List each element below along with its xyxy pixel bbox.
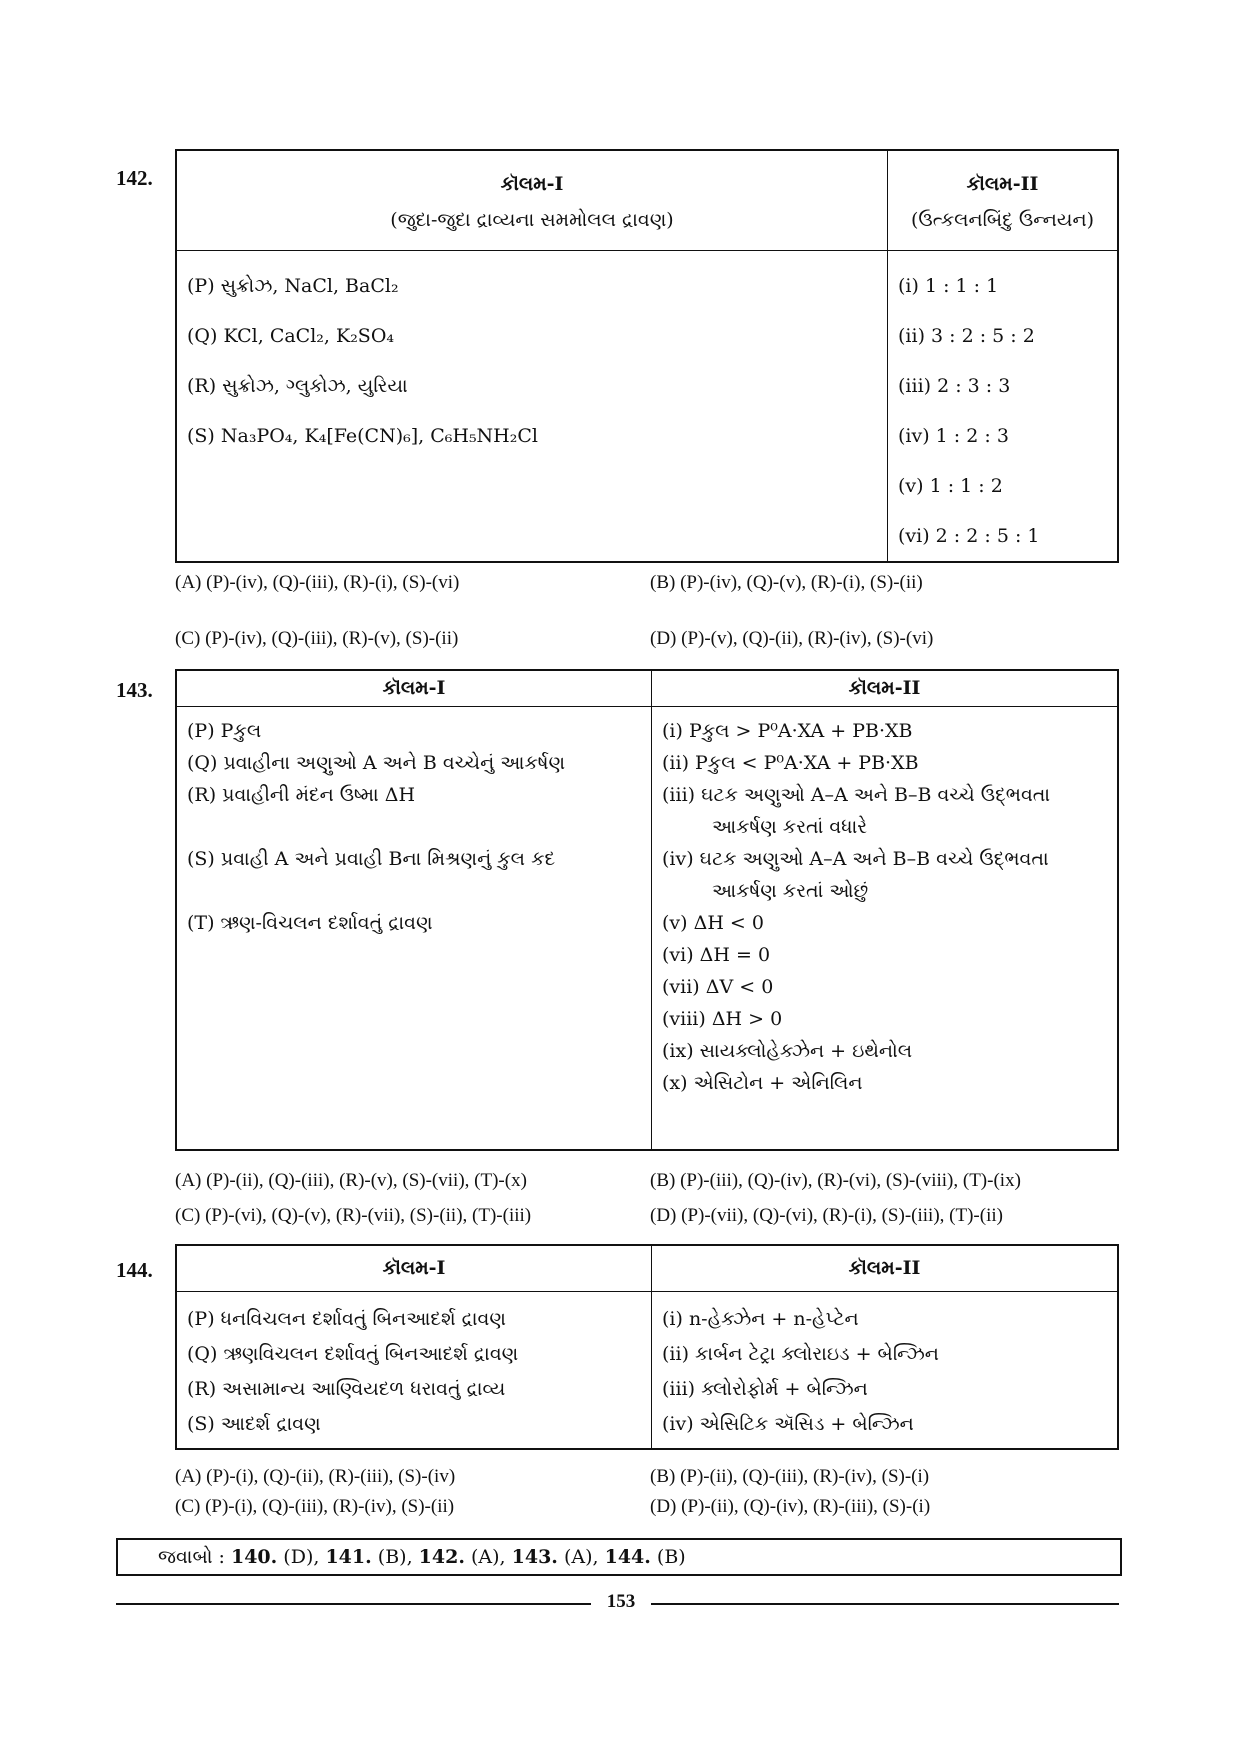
list-item-continued: આકર્ષણ કરતાં વધારે — [712, 815, 868, 838]
column-2-header — [652, 1245, 1119, 1291]
list-item: (vii) ΔV < 0 — [662, 975, 774, 998]
list-item: (T) ઋણ-વિચલન દર્શાવતું દ્રાવણ — [187, 911, 433, 934]
list-item: (i) Pકુલ > P⁰A·XA + PB·XB — [662, 719, 913, 742]
column-2-title: કૉલમ-II — [848, 1257, 921, 1280]
list-item: (i) 1 : 1 : 1 — [898, 274, 999, 297]
option-b: (B) (P)-(iv), (Q)-(v), (R)-(i), (S)-(ii) — [650, 572, 923, 593]
column-2-items — [652, 706, 1119, 1150]
column-1-items — [176, 706, 652, 1150]
column-1-header — [176, 1245, 652, 1291]
option-c: (C) (P)-(vi), (Q)-(v), (R)-(vii), (S)-(ii), (T)-(iii) — [175, 1205, 532, 1226]
list-item: (Q) પ્રવાહીના અણુઓ A અને B વચ્ચેનું આકર્ષણ — [187, 751, 566, 774]
match-table-144 — [175, 1244, 1119, 1450]
list-item: (P) સુક્રોઝ, NaCl, BaCl₂ — [187, 274, 399, 297]
list-item: (iv) ઘટક અણુઓ A–A અને B–B વચ્ચે ઉદ્ભવતા — [662, 847, 1049, 870]
list-item: (P) ધનવિચલન દર્શાવતું બિનઆદર્શ દ્રાવણ — [187, 1307, 506, 1330]
column-2-subtitle: (ઉત્કલનબિંદુ ઉન્નયન) — [910, 209, 1095, 232]
answer-number: 143. — [511, 1546, 558, 1568]
answer-key-label: જવાબો : — [158, 1546, 225, 1568]
list-item: (S) આદર્શ દ્રાવણ — [187, 1412, 321, 1435]
list-item: (S) Na₃PO₄, K₄[Fe(CN)₆], C₆H₅NH₂Cl — [187, 424, 538, 447]
match-table-143 — [175, 669, 1119, 1151]
option-d: (D) (P)-(v), (Q)-(ii), (R)-(iv), (S)-(vi) — [650, 628, 934, 649]
list-item: (S) પ્રવાહી A અને પ્રવાહી Bના મિશ્રણનું કુલ કદ — [187, 847, 556, 870]
answer-key-box — [116, 1538, 1122, 1576]
column-2-title: કૉલમ-II — [848, 677, 921, 700]
answer-value: (B) — [656, 1546, 686, 1568]
option-c: (C) (P)-(iv), (Q)-(iii), (R)-(v), (S)-(ii) — [175, 628, 459, 649]
list-item: (iii) 2 : 3 : 3 — [898, 374, 1011, 397]
question-number-142: 142. — [116, 166, 153, 190]
list-item: (iii) ઘટક અણુઓ A–A અને B–B વચ્ચે ઉદ્ભવતા — [662, 783, 1051, 806]
footer-rule-left — [116, 1603, 591, 1605]
list-item-continued: આકર્ષણ કરતાં ઓછું — [712, 879, 869, 902]
list-item: (v) ΔH < 0 — [662, 911, 764, 934]
column-2-items — [888, 250, 1119, 562]
answer-number: 142. — [418, 1546, 465, 1568]
column-2-header — [652, 670, 1119, 706]
footer-rule-right — [651, 1603, 1119, 1605]
list-item: (v) 1 : 1 : 2 — [898, 474, 1003, 497]
column-1-header — [176, 150, 888, 250]
match-table-142 — [175, 149, 1119, 563]
option-a: (A) (P)-(ii), (Q)-(iii), (R)-(v), (S)-(vii), (T)-(x) — [175, 1170, 527, 1191]
answer-value: (A), — [470, 1546, 506, 1568]
page-number: 153 — [606, 1591, 636, 1612]
answer-value: (D), — [283, 1546, 320, 1568]
list-item: (ix) સાયક્લોહેક્ઝેન + ઇથેનોલ — [662, 1039, 913, 1062]
option-d: (D) (P)-(vii), (Q)-(vi), (R)-(i), (S)-(iii), (T)-(ii) — [650, 1205, 1003, 1226]
answer-number: 140. — [230, 1546, 278, 1568]
option-b: (B) (P)-(iii), (Q)-(iv), (R)-(vi), (S)-(viii), (T)-(ix) — [650, 1170, 1021, 1191]
column-1-subtitle: (જુદા-જુદા દ્રાવ્યના સમમોલલ દ્રાવણ) — [390, 209, 674, 232]
list-item: (iv) એસિટિક ઍસિડ + બેન્ઝિન — [662, 1412, 914, 1435]
list-item: (ii) Pકુલ < P⁰A·XA + PB·XB — [662, 751, 919, 774]
list-item: (R) સુક્રોઝ, ગ્લુકોઝ, યુરિયા — [187, 374, 408, 397]
list-item: (ii) 3 : 2 : 5 : 2 — [898, 324, 1035, 347]
list-item: (Q) ઋણવિચલન દર્શાવતું બિનઆદર્શ દ્રાવણ — [187, 1342, 519, 1365]
option-a: (A) (P)-(i), (Q)-(ii), (R)-(iii), (S)-(iv) — [175, 1466, 456, 1487]
answer-value: (A), — [563, 1546, 599, 1568]
answer-number: 141. — [325, 1546, 372, 1568]
column-2-header — [888, 150, 1119, 250]
list-item: (R) પ્રવાહીની મંદન ઉષ્મા ΔH — [187, 783, 416, 806]
column-1-title: કૉલમ-I — [500, 173, 564, 196]
column-1-title: કૉલમ-I — [382, 677, 446, 700]
list-item: (iii) ક્લોરોફોર્મ + બેન્ઝિન — [662, 1377, 868, 1400]
list-item: (vi) 2 : 2 : 5 : 1 — [898, 524, 1040, 547]
question-number-143: 143. — [116, 678, 153, 702]
answer-value: (B), — [377, 1546, 413, 1568]
option-d: (D) (P)-(ii), (Q)-(iv), (R)-(iii), (S)-(i) — [650, 1496, 931, 1517]
list-item: (R) અસામાન્ય આણ્વિયદળ ધરાવતું દ્રાવ્ય — [187, 1377, 506, 1400]
option-a: (A) (P)-(iv), (Q)-(iii), (R)-(i), (S)-(vi) — [175, 572, 460, 593]
option-c: (C) (P)-(i), (Q)-(iii), (R)-(iv), (S)-(ii) — [175, 1496, 455, 1517]
list-item: (Q) KCl, CaCl₂, K₂SO₄ — [187, 324, 395, 347]
list-item: (x) એસિટોન + એનિલિન — [662, 1071, 863, 1094]
answer-number: 144. — [604, 1546, 651, 1568]
column-1-items — [176, 1291, 652, 1449]
list-item: (vi) ΔH = 0 — [662, 943, 771, 966]
column-1-header — [176, 670, 652, 706]
column-1-title: કૉલમ-I — [382, 1257, 446, 1280]
option-b: (B) (P)-(ii), (Q)-(iii), (R)-(iv), (S)-(i) — [650, 1466, 930, 1487]
column-2-title: કૉલમ-II — [966, 173, 1039, 196]
question-number-144: 144. — [116, 1258, 153, 1282]
column-1-items — [176, 250, 888, 562]
list-item: (iv) 1 : 2 : 3 — [898, 424, 1009, 447]
list-item: (ii) કાર્બન ટેટ્રા ક્લોરાઇડ + બેન્ઝિન — [662, 1342, 939, 1365]
list-item: (P) Pકુલ — [187, 719, 262, 742]
list-item: (i) n-હેક્ઝેન + n-હેપ્ટેન — [662, 1307, 859, 1330]
list-item: (viii) ΔH > 0 — [662, 1007, 783, 1030]
column-2-items — [652, 1291, 1119, 1449]
